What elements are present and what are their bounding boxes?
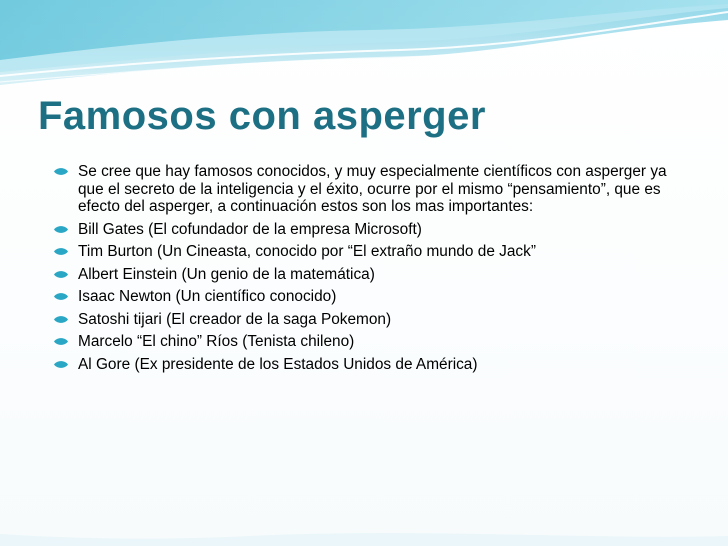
list-item-text: Satoshi tijari (El creador de la saga Pokemon) [78, 310, 392, 328]
list-item [52, 288, 692, 306]
slide-title: Famosos con asperger [38, 94, 486, 138]
list-item [52, 243, 692, 261]
list-item [52, 221, 692, 239]
bullet-icon [54, 247, 68, 256]
list-item-text: Al Gore (Ex presidente de los Estados Unidos de América) [78, 355, 478, 373]
list-item-text: Marcelo “El chino” Ríos (Tenista chileno) [78, 333, 355, 350]
footer-wave-decoration [0, 506, 728, 546]
list-item [52, 333, 692, 351]
header-wave-decoration [0, 0, 728, 90]
list-item-text: Albert Einstein (Un genio de la matemática) [78, 265, 375, 283]
list-item-text: Se cree que hay famosos conocidos, y muy especialmente científicos con asperger ya que el secreto de la inteligencia y el éxito, ocurre por el mismo “pensamiento”, que es efecto del asperger, a continuación estos son los mas importantes: [78, 163, 667, 215]
list-item [52, 311, 692, 329]
bullet-list [52, 163, 692, 373]
bullet-icon [54, 337, 68, 346]
list-item-text: Tim Burton (Un Cineasta, conocido por “El extraño mundo de Jack” [78, 243, 536, 260]
bullet-icon [54, 315, 68, 324]
list-item-text: Bill Gates (El cofundador de la empresa Microsoft) [78, 220, 422, 238]
bullet-icon [54, 225, 68, 234]
bullet-icon [54, 360, 68, 369]
list-item [52, 356, 692, 374]
bullet-icon [54, 270, 68, 279]
bullet-list-container [52, 163, 692, 378]
list-item-text: Isaac Newton (Un científico conocido) [78, 288, 337, 305]
list-item [52, 266, 692, 284]
bullet-icon [54, 292, 68, 301]
bullet-icon [54, 167, 68, 176]
list-item [52, 163, 692, 216]
